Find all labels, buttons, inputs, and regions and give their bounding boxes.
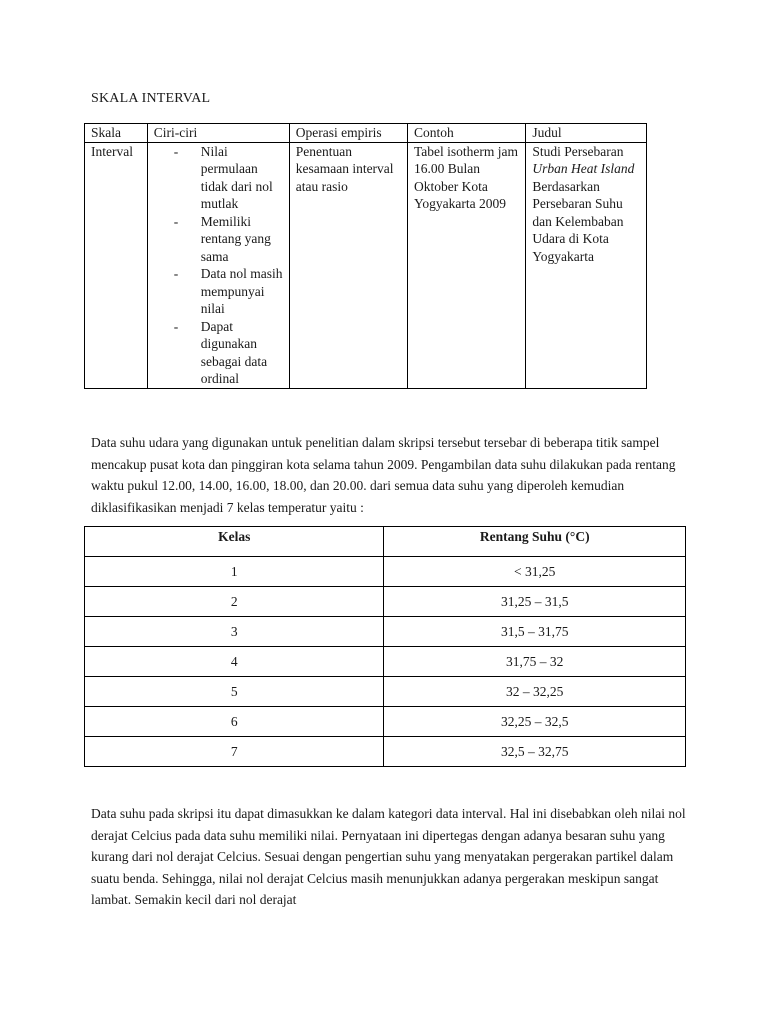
list-item-text: Nilai permulaan tidak dari nol mutlak bbox=[200, 143, 273, 211]
header-operasi-empiris: Operasi empiris bbox=[289, 124, 407, 143]
header-skala: Skala bbox=[85, 124, 148, 143]
list-item-text: Dapat digunakan sebagai data ordinal bbox=[200, 318, 268, 386]
list-item bbox=[154, 318, 283, 388]
cell-kelas: 3 bbox=[85, 617, 384, 647]
judul-pre: Studi Persebaran bbox=[532, 143, 624, 159]
header-ciri-ciri: Ciri-ciri bbox=[147, 124, 289, 143]
cell-kelas: 1 bbox=[85, 557, 384, 587]
header-contoh: Contoh bbox=[407, 124, 525, 143]
list-dash: - bbox=[173, 143, 179, 159]
list-item bbox=[154, 265, 283, 318]
cell-kelas: 6 bbox=[85, 707, 384, 737]
cell-contoh: Tabel isotherm jam 16.00 Bulan Oktober Kota Yogyakarta 2009 bbox=[407, 142, 525, 388]
list-dash: - bbox=[173, 213, 179, 229]
cell-kelas: 4 bbox=[85, 647, 384, 677]
header-rentang-suhu: Rentang Suhu (°C) bbox=[384, 527, 686, 557]
cell-judul bbox=[526, 142, 647, 388]
header-kelas: Kelas bbox=[85, 527, 384, 557]
list-item-text: Data nol masih mempunyai nilai bbox=[200, 266, 283, 316]
cell-kelas: 2 bbox=[85, 587, 384, 617]
list-item bbox=[154, 213, 283, 266]
cell-kelas: 7 bbox=[85, 737, 384, 767]
table-row bbox=[85, 737, 686, 767]
list-item bbox=[154, 143, 283, 213]
cell-rentang: 32,25 – 32,5 bbox=[384, 707, 686, 737]
kelas-table bbox=[84, 526, 686, 767]
table-row bbox=[85, 647, 686, 677]
skala-table-header-row bbox=[85, 124, 647, 143]
judul-post: Berdasarkan Persebaran Suhu dan Kelembaban Udara di Kota Yogyakarta bbox=[532, 178, 624, 264]
cell-skala: Interval bbox=[85, 142, 148, 388]
cell-rentang: 32,5 – 32,75 bbox=[384, 737, 686, 767]
table-row bbox=[85, 617, 686, 647]
cell-rentang: 32 – 32,25 bbox=[384, 677, 686, 707]
paragraph-2: Data suhu pada skripsi itu dapat dimasukkan ke dalam kategori data interval. Hal ini disebabkan oleh nilai nol derajat Celcius pada data suhu memiliki nilai. Pernyataan ini dipertegas dengan adanya besaran suhu yang kurang dari nol derajat Celcius. Sesuai dengan pengertian suhu yang menyatakan pergerakan partikel dalam suatu benda. Sehingga, nilai nol derajat Celcius masih menunjukkan adanya pergerakan meskipun sangat lambat. Semakin kecil dari nol derajat bbox=[91, 806, 686, 907]
table-row bbox=[85, 677, 686, 707]
section-heading: SKALA INTERVAL bbox=[91, 91, 211, 106]
table-row bbox=[85, 707, 686, 737]
cell-rentang: 31,25 – 31,5 bbox=[384, 587, 686, 617]
cell-rentang: 31,75 – 32 bbox=[384, 647, 686, 677]
list-dash: - bbox=[173, 318, 179, 334]
paragraph-1: Data suhu udara yang digunakan untuk penelitian dalam skripsi tersebut tersebar di beberapa titik sampel mencakup pusat kota dan pinggiran kota selama tahun 2009. Pengambilan data suhu dilakukan pada rentang waktu pukul 12.00, 14.00, 16.00, 18.00, dan 20.00. dari semua data suhu yang diperoleh kemudian diklasifikasikan menjadi 7 kelas temperatur yaitu : bbox=[91, 435, 676, 515]
cell-operasi-empiris: Penentuan kesamaan interval atau rasio bbox=[289, 142, 407, 388]
ciri-list bbox=[154, 143, 283, 388]
header-judul: Judul bbox=[526, 124, 647, 143]
kelas-table-header-row bbox=[85, 527, 686, 557]
judul-italic: Urban Heat Island bbox=[532, 161, 635, 176]
table-row bbox=[85, 557, 686, 587]
skala-table bbox=[84, 123, 647, 389]
list-dash: - bbox=[173, 266, 179, 281]
cell-rentang: 31,5 – 31,75 bbox=[384, 617, 686, 647]
skala-table-row bbox=[85, 142, 647, 388]
cell-ciri-ciri bbox=[147, 142, 289, 388]
cell-rentang: < 31,25 bbox=[384, 557, 686, 587]
cell-kelas: 5 bbox=[85, 677, 384, 707]
table-row bbox=[85, 587, 686, 617]
list-item-text: Memiliki rentang yang sama bbox=[200, 213, 271, 264]
